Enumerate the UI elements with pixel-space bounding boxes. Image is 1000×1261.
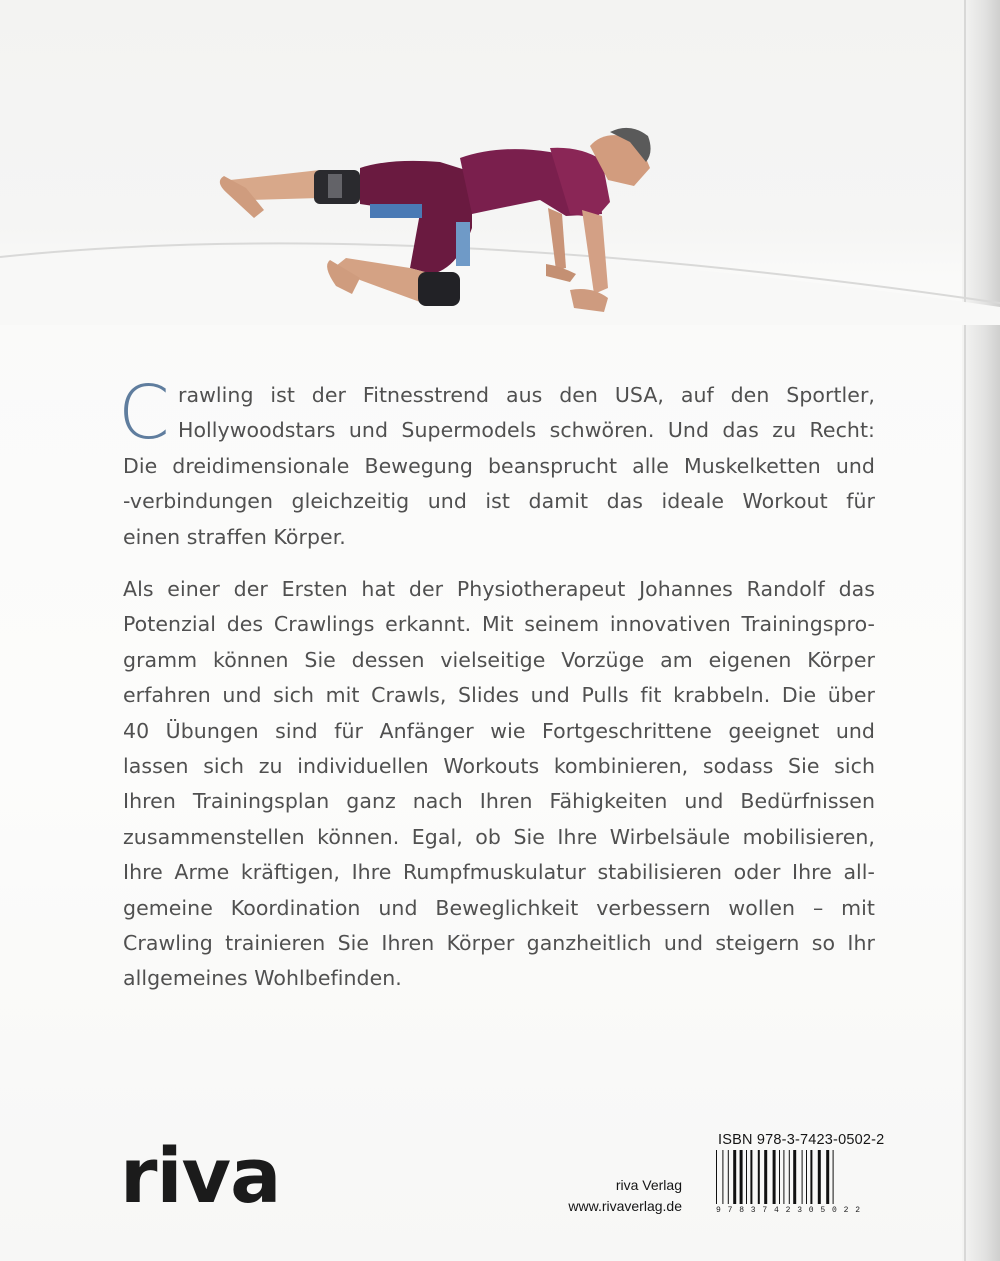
text-line: rawling ist der Fitnesstrend aus den USA, auf den Sportler, bbox=[178, 383, 875, 407]
text-line: Crawling trainieren Sie Ihren Körper ganzheitlich und steigern so Ihr bbox=[123, 931, 875, 956]
text-line: -verbindungen gleichzeitig und ist damit das ideale Workout für bbox=[123, 489, 875, 514]
text-line: lassen sich zu individuellen Workouts kombinieren, sodass Sie sich bbox=[123, 754, 875, 779]
riva-logo: riva bbox=[120, 1131, 281, 1220]
isbn-label: ISBN 978-3-7423-0502-2 bbox=[718, 1132, 885, 1148]
person-crawling-photo bbox=[210, 118, 670, 323]
text-line: Hollywoodstars und Supermodels schwören. Und das zu Recht: bbox=[178, 418, 875, 443]
text-line: 40 Übungen sind für Anfänger wie Fortgeschrittene geeignet und bbox=[123, 718, 875, 743]
blurb-paragraph-2 bbox=[123, 572, 875, 997]
cover-hinge bbox=[964, 0, 966, 1261]
text-line: gramm können Sie dessen vielseitige Vorzüge am eigenen Körper bbox=[123, 647, 875, 672]
cover-edge bbox=[962, 0, 1000, 1261]
text-line: Als einer der Ersten hat der Physiotherapeut Johannes Randolf das bbox=[123, 577, 875, 601]
publisher-url: www.rivaverlag.de bbox=[568, 1198, 682, 1214]
text-line: zusammenstellen können. Egal, ob Sie Ihre Wirbelsäule mobilisieren, bbox=[123, 824, 875, 849]
text-line: erfahren und sich mit Crawls, Slides und Pulls fit krabbeln. Die über bbox=[123, 683, 875, 708]
publisher-info bbox=[568, 1175, 682, 1217]
text-line: Potenzial des Crawlings erkannt. Mit seinem innovativen Trainingspro- bbox=[123, 612, 875, 637]
blurb-paragraph-1 bbox=[123, 378, 875, 555]
text-line: gemeine Koordination und Beweglichkeit verbessern wollen – mit bbox=[123, 895, 875, 920]
barcode-digits: 9783742305022 bbox=[716, 1206, 867, 1215]
text-line: einen straffen Körper. bbox=[123, 524, 346, 549]
publisher-name: riva Verlag bbox=[615, 1177, 682, 1193]
text-line: allgemeines Wohlbefinden. bbox=[123, 966, 402, 991]
text-line: Ihre Arme kräftigen, Ihre Rumpfmuskulatur stabilisieren oder Ihre all- bbox=[123, 860, 875, 885]
text-line: Ihren Trainingsplan ganz nach Ihren Fähigkeiten und Bedürfnissen bbox=[123, 789, 875, 814]
dropcap-letter: C bbox=[118, 370, 170, 456]
text-line: Die dreidimensionale Bewegung beansprucht alle Muskelketten und bbox=[123, 453, 875, 478]
